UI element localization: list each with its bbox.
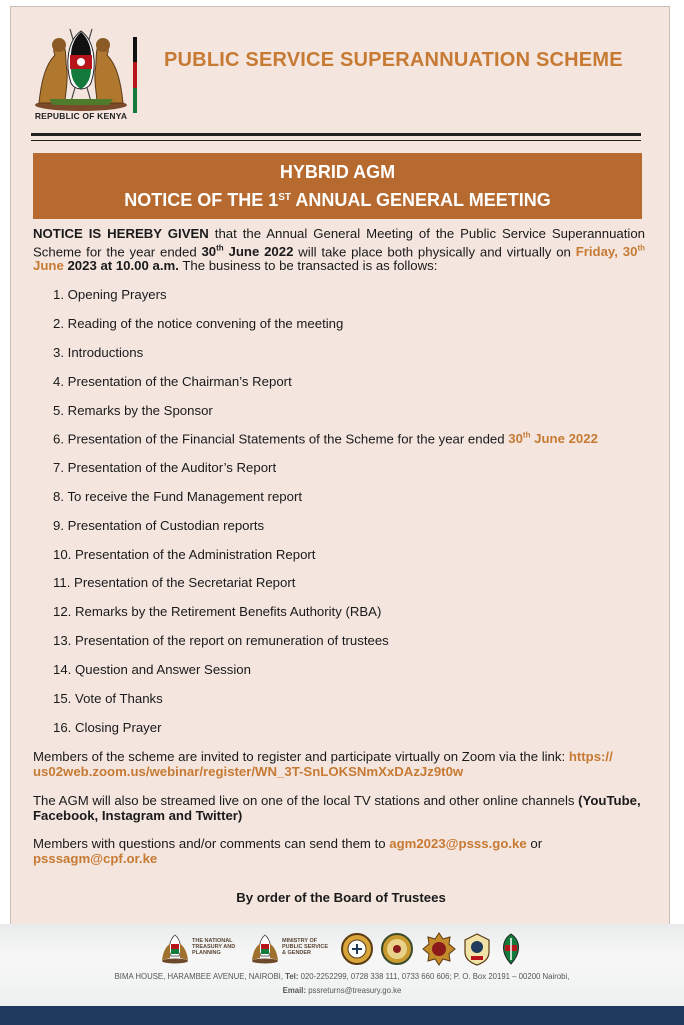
intro-paragraph: NOTICE IS HEREBY GIVEN that the Annual General Meeting of the Public Service Superannuation Scheme for the year ended 30th June 2022 will take place both physically and virtually on Friday, 30th June 2023 at 10.00 a.m. The business to be transacted is as follows: — [33, 226, 646, 274]
email-link-agm[interactable]: agm2023@psss.go.ke — [389, 836, 527, 851]
seal-icon — [340, 932, 374, 966]
footer-address: BIMA HOUSE, HARAMBEE AVENUE, NAIROBI, Tel: 020-2252299, 0728 338 111, 0733 660 606; P. O. Box 20191 – 00200 Nairobi, — [114, 972, 570, 981]
kdf-badge-icon — [498, 932, 524, 966]
signoff: By order of the Board of Trustees — [236, 890, 446, 905]
list-item: 16. Closing Prayer — [53, 720, 162, 735]
bottom-bar — [0, 1006, 684, 1025]
list-item: 3. Introductions — [53, 345, 144, 360]
org-title: PUBLIC SERVICE SUPERANNUATION SCHEME — [164, 49, 623, 71]
partner-logos — [150, 932, 530, 966]
list-item: 6. Presentation of the Financial Statements of the Scheme for the year ended 30th June 2022 — [53, 431, 598, 447]
divider-thin — [31, 140, 641, 141]
list-item: 15. Vote of Thanks — [53, 691, 163, 706]
banner-line-1: HYBRID AGM — [279, 162, 396, 182]
title-banner — [33, 153, 642, 219]
list-item: 2. Reading of the notice convening of the meeting — [53, 316, 344, 331]
list-item: 8. To receive the Fund Management report — [53, 489, 303, 504]
treasury-coat-of-arms-icon — [160, 932, 190, 964]
list-item: 9. Presentation of Custodian reports — [53, 518, 265, 533]
list-item: 11. Presentation of the Secretariat Report — [53, 575, 296, 590]
stream-paragraph: The AGM will also be streamed live on one of the local TV stations and other online channels (YouTube, Facebook, Instagram and Twitter) — [33, 793, 641, 823]
kenya-coat-of-arms-icon — [31, 25, 131, 113]
list-item: 1. Opening Prayers — [53, 287, 167, 302]
divider-thick — [31, 133, 641, 136]
email-link-psssagm[interactable]: psssagm@cpf.or.ke — [33, 851, 158, 866]
questions-paragraph: Members with questions and/or comments can send them to agm2023@psss.go.ke or psssagm@cpf.or.ke — [33, 836, 543, 866]
list-item: 10. Presentation of the Administration Report — [53, 547, 316, 562]
zoom-link[interactable]: https:// us02web.zoom.us/webinar/register/WN_3T-SnLOKSNmXxDAzJz9t0w — [33, 749, 613, 779]
zoom-paragraph: Members of the scheme are invited to register and participate virtually on Zoom via the link: https:// us02web.zoom.us/webinar/register/WN_3T-SnLOKSNmXxDAzJz9t0w — [33, 749, 613, 779]
notice-page — [10, 6, 670, 931]
prisons-badge-icon — [422, 932, 456, 966]
flag-stripe — [133, 37, 137, 113]
list-item: 14. Question and Answer Session — [53, 662, 251, 677]
public-service-coat-of-arms-icon — [250, 932, 280, 964]
header — [11, 7, 671, 125]
list-item: 13. Presentation of the report on remuneration of trustees — [53, 633, 389, 648]
list-item: 7. Presentation of the Auditor’s Report — [53, 460, 277, 475]
list-item: 12. Remarks by the Retirement Benefits Authority (RBA) — [53, 604, 382, 619]
public-service-logo-text: MINISTRY OF PUBLIC SERVICE & GENDER — [282, 938, 329, 956]
treasury-logo-text: THE NATIONAL TREASURY AND PLANNING — [192, 938, 236, 956]
ndc-badge-icon — [462, 932, 492, 966]
police-badge-icon — [380, 932, 414, 966]
coat-caption: REPUBLIC OF KENYA — [34, 111, 128, 121]
banner-line-2: NOTICE OF THE 1ST ANNUAL GENERAL MEETING — [124, 190, 551, 210]
footer-email: Email: pssreturns@treasury.go.ke — [282, 986, 402, 995]
list-item: 5. Remarks by the Sponsor — [53, 403, 213, 418]
list-item: 4. Presentation of the Chairman’s Report — [53, 374, 292, 389]
footer — [0, 924, 684, 1006]
